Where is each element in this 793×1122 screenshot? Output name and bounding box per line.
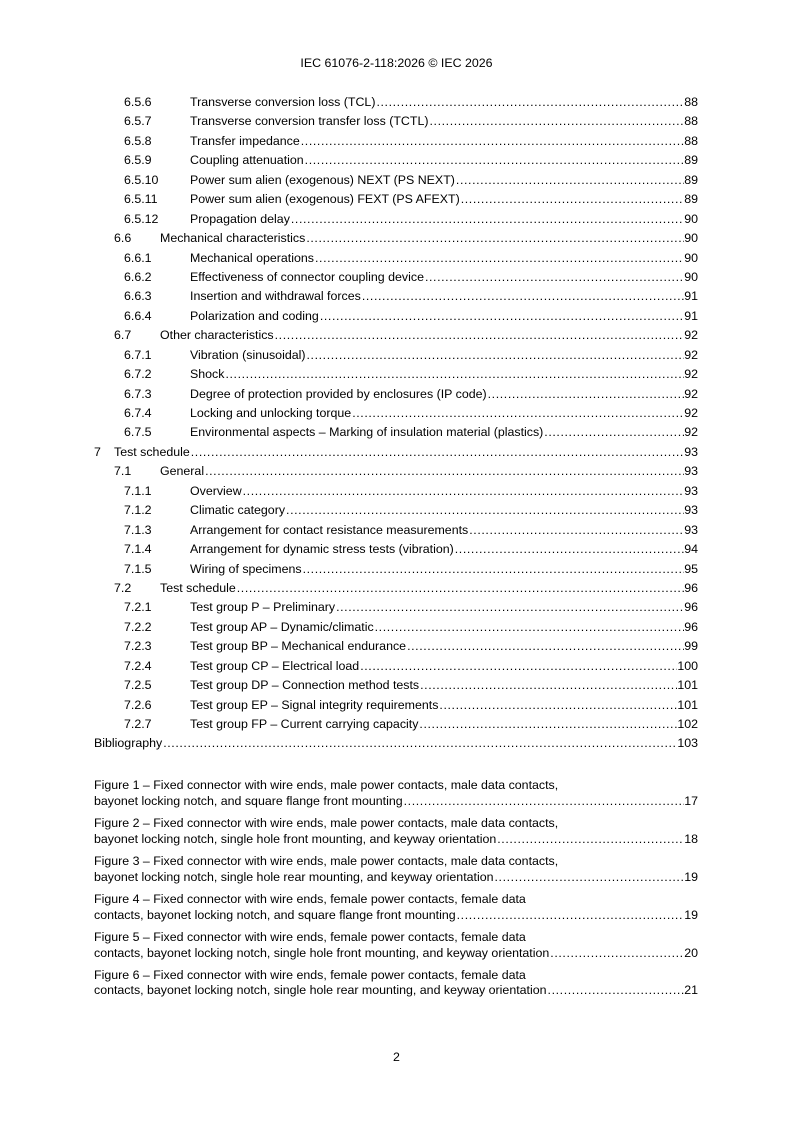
dot-leader [487, 385, 685, 404]
toc-entry-title: Environmental aspects – Marking of insulation material (plastics) [190, 425, 544, 440]
figure-caption-line-2-row [94, 870, 698, 886]
toc-entry-page: 92 [684, 328, 698, 343]
list-of-figures [94, 778, 698, 1005]
dot-leader [403, 794, 685, 810]
figure-caption-line-2: bayonet locking notch, single hole rear mounting, and keyway orientation [94, 869, 494, 884]
toc-entry-number: 6.6.4 [124, 308, 152, 323]
toc-entry[interactable] [94, 190, 698, 209]
toc-entry-page: 96 [684, 580, 698, 595]
toc-entry-title: Shock [190, 367, 225, 382]
toc-entry-page: 94 [684, 542, 698, 557]
toc-entry[interactable] [94, 637, 698, 656]
figure-entry[interactable] [94, 816, 698, 848]
toc-entry-number: 6.5.7 [124, 114, 152, 129]
toc-entry-page: 96 [684, 600, 698, 615]
toc-entry[interactable] [94, 171, 698, 190]
dot-leader [319, 307, 684, 326]
figure-caption-line-1: Figure 1 – Fixed connector with wire ends, male power contacts, male data contacts, [94, 778, 559, 792]
dot-leader [300, 132, 684, 151]
toc-entry-number: 6.6 [114, 231, 132, 246]
dot-leader [455, 171, 684, 190]
toc-entry[interactable] [94, 365, 698, 384]
toc-entry-number: 6.6.3 [124, 289, 152, 304]
figure-entry[interactable] [94, 854, 698, 886]
dot-leader [496, 832, 684, 848]
dot-leader [456, 908, 685, 924]
toc-entry-title: Test schedule [160, 580, 236, 595]
toc-entry-page: 96 [684, 619, 698, 634]
dot-leader [351, 404, 684, 423]
figure-page: 19 [684, 907, 698, 922]
toc-entry[interactable] [94, 501, 698, 520]
toc-entry-page: 93 [684, 483, 698, 498]
toc-entry-page: 93 [684, 522, 698, 537]
figure-caption-line-2: contacts, bayonet locking notch, single hole front mounting, and keyway orientation [94, 945, 550, 960]
dot-leader [547, 983, 685, 999]
toc-entry-number: 7.2.3 [124, 639, 152, 654]
dot-leader [274, 326, 685, 345]
dot-leader [419, 676, 677, 695]
toc-entry-number: 6.7.5 [124, 425, 152, 440]
table-of-contents [94, 93, 698, 754]
dot-leader [204, 462, 684, 481]
toc-entry-title: Power sum alien (exogenous) NEXT (PS NEXT) [190, 172, 455, 187]
toc-entry[interactable] [94, 249, 698, 268]
toc-entry-title: Propagation delay [190, 211, 290, 226]
figure-caption-line-1: Figure 2 – Fixed connector with wire ends, male power contacts, male data contacts, [94, 815, 559, 830]
toc-entry-page: 93 [684, 503, 698, 518]
toc-entry-number: 6.5.9 [124, 153, 152, 168]
dot-leader [418, 715, 677, 734]
toc-entry[interactable] [94, 423, 698, 442]
dot-leader [314, 249, 684, 268]
toc-entry[interactable] [94, 404, 698, 423]
toc-entry[interactable] [94, 560, 698, 579]
toc-entry-page: 92 [684, 406, 698, 420]
toc-entry-page: 89 [684, 192, 698, 207]
toc-entry[interactable] [94, 540, 698, 559]
toc-entry-title: Bibliography [94, 736, 163, 751]
toc-entry-page: 95 [684, 561, 698, 576]
figure-entry[interactable] [94, 778, 698, 810]
toc-entry-title: Coupling attenuation [190, 153, 304, 168]
toc-entry[interactable] [94, 93, 698, 112]
toc-entry-page: 101 [677, 697, 698, 712]
figure-entry[interactable] [94, 968, 698, 1000]
toc-entry[interactable] [94, 132, 698, 151]
toc-entry-title: Test group EP – Signal integrity requirements [190, 697, 439, 712]
dot-leader [468, 521, 684, 540]
toc-entry-title: Overview [190, 483, 242, 498]
toc-entry-title: Transfer impedance [190, 133, 300, 148]
toc-entry-title: Insertion and withdrawal forces [190, 289, 361, 304]
figure-caption-line-1: Figure 6 – Fixed connector with wire ends, female power contacts, female data [94, 967, 526, 982]
toc-entry-title: Wiring of specimens [190, 561, 302, 576]
toc-entry-title: Test group P – Preliminary [190, 600, 336, 615]
toc-entry[interactable] [94, 734, 698, 753]
figure-caption-line-2-row [94, 832, 698, 848]
page-number: 2 [393, 1050, 400, 1064]
dot-leader [242, 482, 685, 501]
toc-entry-number: 6.7.3 [124, 386, 152, 401]
toc-entry-page: 93 [684, 464, 698, 479]
dot-leader [375, 93, 684, 112]
figure-entry[interactable] [94, 930, 698, 962]
toc-entry-title: Mechanical characteristics [160, 231, 306, 246]
toc-entry-page: 92 [684, 425, 698, 440]
toc-entry-number: 7 [94, 444, 101, 459]
toc-entry-number: 7.2.4 [124, 658, 152, 673]
toc-entry-number: 6.5.6 [124, 95, 152, 109]
dot-leader [549, 946, 684, 962]
figure-caption-line-2-row [94, 908, 698, 924]
toc-entry[interactable] [94, 268, 698, 287]
toc-entry-page: 90 [684, 250, 698, 265]
figure-caption-line-1: Figure 5 – Fixed connector with wire ends, female power contacts, female data [94, 929, 526, 944]
toc-entry-title: Mechanical operations [190, 250, 314, 265]
dot-leader [285, 501, 684, 520]
toc-entry-page: 89 [684, 172, 698, 187]
toc-entry-number: 6.5.11 [124, 192, 158, 207]
toc-entry-number: 6.7.1 [124, 347, 152, 362]
toc-entry-title: Degree of protection provided by enclosures (IP code) [190, 386, 487, 401]
dot-leader [361, 287, 684, 306]
toc-entry-page: 92 [684, 347, 698, 362]
toc-entry[interactable] [94, 443, 698, 462]
dot-leader [305, 229, 684, 248]
toc-entry-page: 91 [684, 308, 698, 323]
toc-entry[interactable] [94, 287, 698, 306]
toc-entry-number: 6.7.2 [124, 367, 152, 382]
toc-entry-number: 7.2.5 [124, 678, 152, 693]
toc-entry-number: 7.2 [114, 580, 132, 595]
figure-page: 18 [684, 831, 698, 846]
toc-entry-title: Arrangement for contact resistance measurements [190, 522, 469, 537]
figure-page: 20 [684, 945, 698, 960]
toc-entry-page: 88 [684, 133, 698, 148]
dot-leader [304, 151, 685, 170]
toc-entry-number: 6.7 [114, 328, 132, 343]
toc-entry[interactable] [94, 715, 698, 734]
dot-leader [290, 210, 684, 229]
toc-entry-title: Vibration (sinusoidal) [190, 347, 306, 362]
toc-entry-title: Test group CP – Electrical load [190, 658, 360, 673]
toc-entry[interactable] [94, 482, 698, 501]
toc-entry-title: Test schedule [114, 444, 190, 459]
dot-leader [494, 870, 685, 886]
toc-entry-page: 92 [684, 386, 698, 401]
toc-entry[interactable] [94, 521, 698, 540]
toc-entry-page: 88 [684, 114, 698, 129]
toc-entry-number: 6.7.4 [124, 406, 152, 420]
dot-leader [454, 540, 684, 559]
dot-leader [460, 190, 684, 209]
toc-entry[interactable] [94, 618, 698, 637]
figure-caption-line-2-row [94, 983, 698, 999]
toc-entry-page: 101 [677, 678, 698, 693]
dot-leader [335, 598, 684, 617]
toc-entry-page: 89 [684, 153, 698, 168]
dot-leader [224, 365, 684, 384]
toc-entry-page: 103 [677, 736, 698, 751]
dot-leader [424, 268, 684, 287]
figure-caption-line-1: Figure 3 – Fixed connector with wire ends, male power contacts, male data contacts, [94, 853, 559, 868]
dot-leader [543, 423, 684, 442]
toc-entry-title: Locking and unlocking torque [190, 406, 352, 420]
toc-entry[interactable] [94, 326, 698, 345]
dot-leader [305, 346, 684, 365]
toc-entry[interactable] [94, 657, 698, 676]
toc-entry-title: Polarization and coding [190, 308, 319, 323]
toc-entry[interactable] [94, 151, 698, 170]
figure-page: 19 [684, 869, 698, 884]
dot-leader [190, 443, 684, 462]
toc-entry-number: 7.1.2 [124, 503, 152, 518]
toc-entry-number: 7.2.1 [124, 600, 152, 615]
figure-caption-line-2: bayonet locking notch, and square flange front mounting [94, 793, 403, 808]
dot-leader [302, 560, 685, 579]
toc-entry-number: 7.2.6 [124, 697, 152, 712]
toc-entry-title: Transverse conversion transfer loss (TCTL) [190, 114, 429, 129]
toc-entry-title: Climatic category [190, 503, 286, 518]
toc-entry-title: Arrangement for dynamic stress tests (vibration) [190, 542, 454, 557]
page-header: IEC 61076-2-118:2026 © IEC 2026 [300, 56, 493, 70]
figure-caption-line-2-row [94, 946, 698, 962]
toc-entry-number: 7.1 [114, 464, 132, 479]
toc-entry-number: 7.1.1 [124, 483, 152, 498]
toc-entry[interactable] [94, 346, 698, 365]
figure-page: 21 [684, 983, 698, 998]
dot-leader [359, 657, 677, 676]
toc-entry-title: Transverse conversion loss (TCL) [190, 95, 376, 109]
toc-entry-number: 7.2.7 [124, 717, 152, 731]
toc-entry-number: 7.2.2 [124, 619, 152, 634]
dot-leader [374, 618, 685, 637]
toc-entry-number: 7.1.5 [124, 561, 152, 576]
toc-entry[interactable] [94, 385, 698, 404]
dot-leader [428, 112, 684, 131]
toc-entry-number: 6.6.1 [124, 250, 152, 265]
toc-entry[interactable] [94, 598, 698, 617]
toc-entry-page: 88 [684, 95, 698, 109]
toc-entry-title: General [160, 464, 205, 479]
toc-entry[interactable] [94, 210, 698, 229]
toc-entry-number: 6.5.12 [124, 211, 159, 226]
toc-entry-page: 91 [684, 289, 698, 304]
toc-entry[interactable] [94, 307, 698, 326]
toc-entry-page: 90 [684, 211, 698, 226]
toc-entry-page: 90 [684, 231, 698, 246]
toc-entry-number: 6.5.8 [124, 133, 152, 148]
figure-entry[interactable] [94, 892, 698, 924]
figure-caption-line-2: bayonet locking notch, single hole front mounting, and keyway orientation [94, 831, 497, 846]
toc-entry-number: 7.1.3 [124, 522, 152, 537]
dot-leader [406, 637, 684, 656]
toc-entry-number: 6.6.2 [124, 269, 152, 284]
toc-entry-page: 92 [684, 367, 698, 382]
figure-caption-line-2-row [94, 794, 698, 810]
toc-entry-number: 7.1.4 [124, 542, 152, 557]
toc-entry[interactable] [94, 229, 698, 248]
toc-entry[interactable] [94, 462, 698, 481]
figure-page: 17 [684, 793, 698, 808]
toc-entry-page: 99 [684, 639, 698, 654]
figure-caption-line-2: contacts, bayonet locking notch, and square flange front mounting [94, 907, 456, 922]
toc-entry-title: Test group AP – Dynamic/climatic [190, 619, 374, 634]
toc-entry-page: 93 [684, 444, 698, 459]
toc-entry[interactable] [94, 676, 698, 695]
toc-entry-page: 102 [677, 717, 698, 731]
toc-entry[interactable] [94, 112, 698, 131]
figure-caption-line-2: contacts, bayonet locking notch, single hole rear mounting, and keyway orientation [94, 983, 547, 998]
figure-caption-line-1: Figure 4 – Fixed connector with wire ends, female power contacts, female data [94, 891, 526, 906]
toc-entry[interactable] [94, 696, 698, 715]
toc-entry-number: 6.5.10 [124, 172, 159, 187]
toc-entry-title: Power sum alien (exogenous) FEXT (PS AFEXT) [190, 192, 460, 207]
toc-entry[interactable] [94, 579, 698, 598]
toc-entry-page: 100 [677, 658, 698, 673]
toc-entry-title: Test group BP – Mechanical endurance [190, 639, 407, 654]
toc-entry-title: Test group FP – Current carrying capacity [190, 717, 419, 731]
toc-entry-title: Test group DP – Connection method tests [190, 678, 420, 693]
dot-leader [162, 734, 677, 753]
dot-leader [438, 696, 677, 715]
dot-leader [236, 579, 684, 598]
toc-entry-page: 90 [684, 269, 698, 284]
toc-entry-title: Effectiveness of connector coupling device [190, 269, 424, 284]
toc-entry-title: Other characteristics [160, 328, 274, 343]
